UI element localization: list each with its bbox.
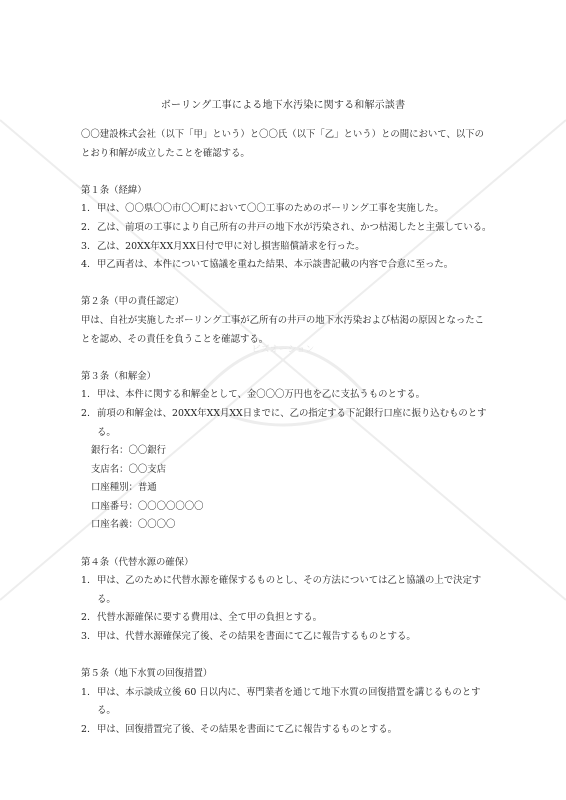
list-item bbox=[81, 684, 493, 721]
account-number: 口座番号：〇〇〇〇〇〇〇 bbox=[91, 500, 204, 512]
account-type: 口座種別：普通 bbox=[91, 482, 157, 494]
list-item bbox=[81, 386, 493, 405]
list-text: 代替水源確保に要する費用は、全て甲の負担とする。 bbox=[97, 612, 323, 624]
list-number: 2. bbox=[81, 724, 90, 735]
list-number: 2. bbox=[81, 407, 90, 419]
list-text: 甲は、代替水源確保完了後、その結果を書面にて乙に報告するものとする。 bbox=[97, 631, 416, 643]
list-number: 2. bbox=[81, 221, 90, 233]
section-paragraph: 甲は、自社が実施したボーリング工事が乙所有の井戸の地下水汚染および枯渇の原因となったことを認め、その責任を負うことを確認する。 bbox=[81, 314, 484, 345]
section-heading-1: 第１条（経緯） bbox=[81, 184, 147, 196]
document-title: ボーリング工事による地下水汚染に関する和解示談書 bbox=[160, 100, 406, 111]
list-text: 甲乙両者は、本件について協議を重ねた結果、本示談書記載の内容で合意に至った。 bbox=[97, 259, 454, 271]
list-item bbox=[81, 256, 493, 275]
list-item bbox=[81, 405, 493, 442]
list-text: 甲は、乙のために代替水源を確保するものとし、その方法については乙と協議の上で決定する。 bbox=[97, 575, 482, 605]
list-text: 甲は、〇〇県〇〇市〇〇町において〇〇工事のためのボーリング工事を実施した。 bbox=[97, 203, 444, 215]
list-item bbox=[81, 219, 493, 238]
list-item bbox=[81, 721, 493, 740]
bank-details bbox=[81, 442, 493, 535]
section-heading-3: 第３条（和解金） bbox=[81, 370, 157, 382]
list-number: 4. bbox=[81, 259, 90, 271]
list-number: 2. bbox=[81, 612, 90, 624]
list-number: 1. bbox=[81, 575, 90, 587]
intro-paragraph: 〇〇建設株式会社（以下「甲」という）と〇〇氏（以下「乙」という）との間において、以下のとおり和解が成立したことを確認する。 bbox=[81, 129, 484, 159]
document-body bbox=[81, 126, 493, 740]
list-text: 前項の和解金は、20XX年XX月XX日までに、乙の指定する下記銀行口座に振り込むものとする。 bbox=[97, 407, 487, 438]
list-number: 1. bbox=[81, 389, 90, 401]
list-number: 1. bbox=[81, 203, 90, 215]
branch-name: 支店名：〇〇支店 bbox=[91, 463, 167, 475]
list-item bbox=[81, 628, 493, 647]
list-text: 乙は、前項の工事により自己所有の井戸の地下水が汚染され、かつ枯渇したと主張している。 bbox=[97, 221, 492, 233]
list-item bbox=[81, 238, 493, 257]
section-heading-2: 第２条（甲の責任認定） bbox=[81, 296, 185, 308]
list-text: 乙は、20XX年XX月XX日付で甲に対し損害賠償請求を行った。 bbox=[97, 240, 365, 252]
list-number: 3. bbox=[81, 631, 90, 643]
section-heading-5: 第５条（地下水質の回復措置） bbox=[81, 668, 213, 680]
list-text: 甲は、回復措置完了後、その結果を書面にて乙に報告するものとする。 bbox=[97, 724, 398, 735]
list-text: 甲は、本示談成立後 60 日以内に、専門業者を通じて地下水質の回復措置を講じるものとする。 bbox=[97, 686, 481, 717]
watermark-text: ビズオーション bbox=[251, 345, 315, 355]
list-item bbox=[81, 200, 493, 219]
account-holder: 口座名義：〇〇〇〇 bbox=[91, 519, 176, 531]
list-text: 甲は、本件に関する和解金として、金〇〇〇万円也を乙に支払うものとする。 bbox=[97, 389, 425, 401]
list-item bbox=[81, 609, 493, 628]
list-number: 3. bbox=[81, 240, 90, 252]
bank-name: 銀行名：〇〇銀行 bbox=[91, 445, 167, 457]
section-heading-4: 第４条（代替水源の確保） bbox=[81, 556, 194, 568]
list-item bbox=[81, 572, 493, 609]
list-number: 1. bbox=[81, 686, 90, 698]
